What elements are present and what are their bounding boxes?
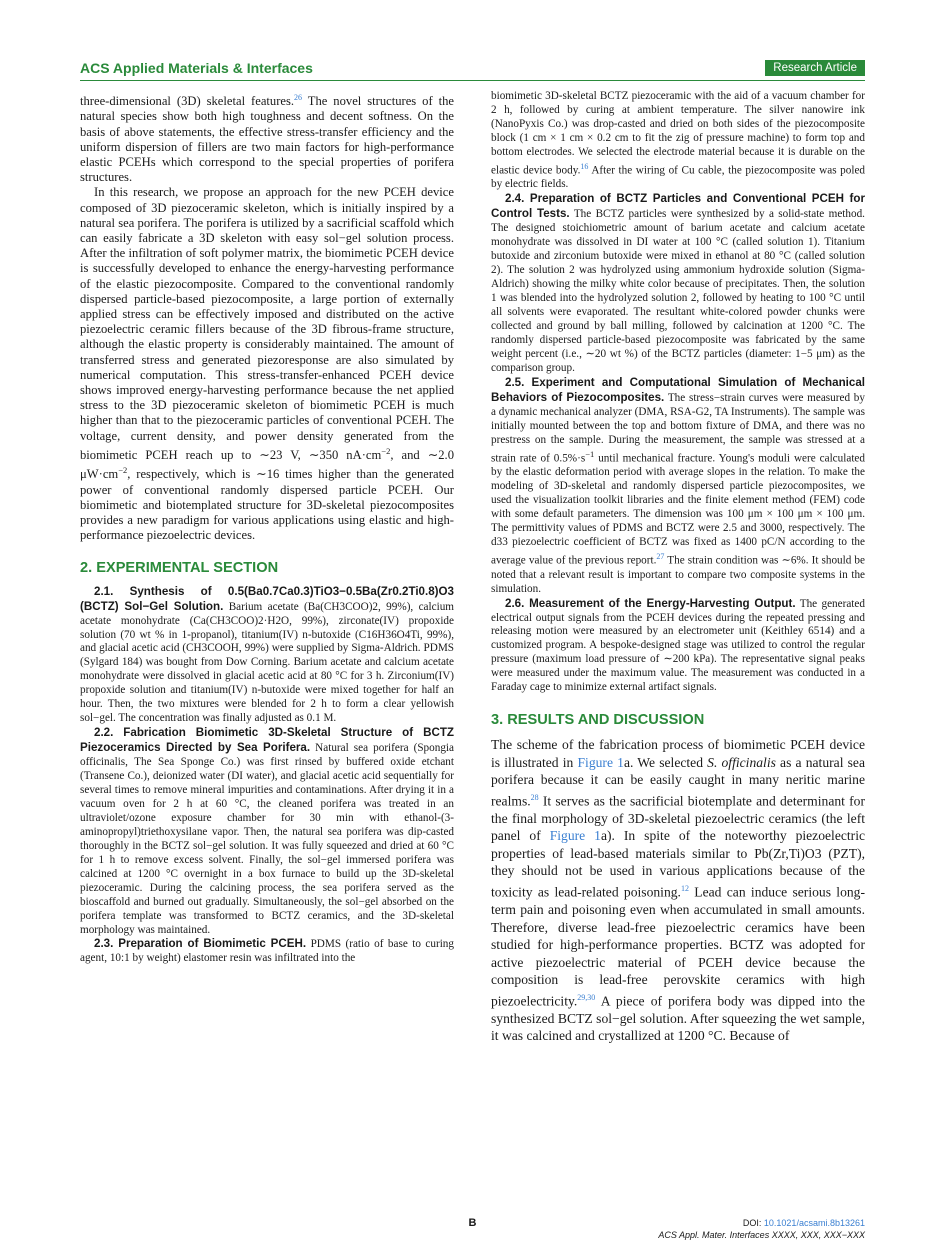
subsection-paragraph: 2.6. Measurement of the Energy-Harvesting Output. The generated electrical output signals from the PCEH devices during the repeated pressing and releasing motion were measured by an electrometer unit (Keithley 6514) and a customized program. A bespoke-designed stage was utilized to control the regular pressure (maximum load pressure of ∼200 kPa). The representative signal peaks were measured under the maximum value. The measurement was conducted in a Faraday cage to minimize external artifact signals. <box>491 596 865 694</box>
paragraph: three-dimensional (3D) skeletal features.$^{26}$ The novel structures of the natural species show both high toughness and decent softness. On the basis of above statements, the effective stress-transfer efficiency and the uniform dispersion of fillers are two main factors for high-performance elastic PCEHs which correspond to the special properties of porifera structures. <box>80 93 454 185</box>
subsection-title: 2.6. Measurement of the Energy-Harvesting Output. <box>505 596 796 610</box>
subsection-paragraph: 2.4. Preparation of BCTZ Particles and Conventional PCEH for Control Tests. The BCTZ particles were synthesized by a solid-state method. The designed stoichiometric amount of barium acetate and calcium acetate monohydrate was dissolved in DI water at 100 °C (called solution 1). Titanium butoxide and zirconium butoxide were mixed in ethanol at 80 °C (called solution 2). The solution 2 was hydrolyzed using ammonium hydroxide solution (Sigma-Aldrich) showing the milky white color because of precipitates. Then, the solution 1 was blended into the hydrolyzed solution 2, followed by heating to 100 °C until all solvents were evaporated. The resultant white-colored powder chunks were collected and ground by ball milling, followed by calcination at 1200 °C. The randomly dispersed particle-based piezocomposite was fabricated by the same weight percent (i.e., ∼20 wt %) of the BCTZ particles (diameter: 1−5 μm) as the comparison group. <box>491 192 865 374</box>
citation-link[interactable]: 16 <box>580 161 589 171</box>
paragraph: The scheme of the fabrication process of biomimetic PCEH device is illustrated in Figure 1a. We selected S. officinalis as a natural sea porifera because it can be easily caught in many neritic marine realms.$^{28}$ It serves as the sacrificial biotemplate and determinant for the final morphology of 3D-skeletal piezoelectric ceramics (the left panel of Figure 1a). In spite of the noteworthy piezoelectric properties of lead-based materials similar to Pb(Zr,Ti)O3 (PZT), they should not be used in various applications because of the toxicity as lead-related poisoning.$^{12}$ Lead can induce serious long-term pain and poisoning even when accumulated in small amounts. Therefore, diverse lead-free piezoelectric ceramics have been studied for high-performance properties. BCTZ was adopted for active piezoelectric material of PCEH device because the composition is lead-free perovskite ceramics with high piezoelectricity.$^{29,30}$ A piece of porifera body was dipped into the synthesized BCTZ sol−gel solution. After squeezing the wet sample, it was calcined and crystallized at 1200 °C. Because of <box>491 737 866 1044</box>
journal-name: ACS Applied Materials & Interfaces <box>80 60 313 76</box>
citation-link[interactable]: 12 <box>680 883 689 893</box>
right-column <box>491 90 865 1045</box>
doi-link[interactable]: 10.1021/acsami.8b13261 <box>763 1218 865 1228</box>
citation-link[interactable]: 27 <box>656 551 665 561</box>
page-number: B <box>468 1217 477 1229</box>
subsection-paragraph: 2.3. Preparation of Biomimetic PCEH. PDMS (ratio of base to curing agent, 10:1 by weight) elastomer resin was infiltrated into the <box>80 937 454 965</box>
citation-link[interactable]: 28 <box>530 792 539 802</box>
footer-citation: DOI: 10.1021/acsami.8b13261 ACS Appl. Mater. Interfaces XXXX, XXX, XXX−XXX <box>658 1218 865 1240</box>
subsection-paragraph: 2.2. Fabrication Biomimetic 3D-Skeletal Structure of BCTZ Piezoceramics Directed by Sea Porifera. Natural sea porifera (Spongia officinalis, The Sea Sponge Co.) was first rinsed by buffered oxide etchant (Transene Co.), deionized water (DI water), and glacial acetic acid sequentially for several times to remove mineral impurities and contaminations. After drying it in a vacuum oven for 2 h at 60 °C, the cleaned porifera was treated in an ultraviolet/ozone exposure chamber for 30 min with ethanol-(3-aminopropyl)triethoxysilane vapor. Then, the natural sea porifera was dip-casted thoroughly in the BCTZ sol−gel solution. It was fully squeezed and dried at 60 °C for 1 h to remove excess solvent. Finally, the sol−gel immersed porifera was calcined at 1200 °C overnight in a box furnace to build up the 3D-skeletal piezoceramic. During the calcining process, the sea porifera served as the bioscaffold and burned out gradually. Simultaneously, the sol−gel absorbed on the porifera template was transformed to BCTZ ceramics, and the 3D-skeletal morphology was maintained. <box>80 726 454 936</box>
paragraph: biomimetic 3D-skeletal BCTZ piezoceramic with the aid of a vacuum chamber for 2 h, followed by curing at ambient temperature. The silver nanowire ink (NanoPyxis Co.) was drop-casted and dried on both sides of the piezocomposite block (1 cm × 1 cm × 0.2 cm to fit the zig of pressure machine) to form top and bottom electrodes. We selected the electrode material because it is durable on the elastic device body.$^{16}$ After the wiring of Cu cable, the piezocomposite was poled by electric fields. <box>491 90 866 191</box>
paragraph: In this research, we propose an approach for the new PCEH device composed of 3D piezoceramic skeleton, which is initially inspired by a natural sea porifera. The porifera is utilized by a sacrificial scaffold which can easily fabricate a 3D skeleton with easy sol−gel solution process. After the infiltration of soft polymer matrix, the biomimetic PCEH device is successfully developed to enhance the energy-harvesting performance of the elastic piezocomposite. Compared to the conventional randomly dispersed particle-based piezocomposite, a large portion of externally applied stress can be effectively imposed and distributed on the active piezoelectric ceramic fillers because of the 3D fibrous-frame structure, although the elastic property is considerably maintained. The amount of transferred stress and generated piezoresponse are also simulated by numerical computation. This stress-transfer-enhanced PCEH device shows improved energy-harvesting performance because the net applied stress to the 3D piezoceramic skeleton of biomimetic PCEH is much higher than that to the piezoceramic particles of conventional PCEH. The voltage, current density, and power density generated from the biomimetic PCEH reach up to ∼23 V, ∼350 $nA\cdot cm^{-2}$, and ∼2.0 $\mu W\cdot cm^{-2}$, respectively, which is ∼16 times higher than the generated power of conventional randomly dispersed particle PCEH. Our biomimetic and biotemplated structure for 3D-skeletal piezocomposites provides a new paradigm for various applications using elastic and high-performance piezoelectric devices. <box>80 185 454 543</box>
running-header <box>80 60 865 81</box>
figure-link[interactable]: Figure 1 <box>549 828 601 844</box>
subsection-title: 2.5. Experiment and Computational Simulation of Mechanical Behaviors of Piezocomposites. <box>491 375 865 404</box>
subsection-title: 2.1. Synthesis of 0.5(Ba0.7Ca0.3)TiO3−0.5Ba(Zr0.2Ti0.8)O3 (BCTZ) Sol−Gel Solution. <box>80 584 454 613</box>
subsection-title: 2.2. Fabrication Biomimetic 3D-Skeletal Structure of BCTZ Piezoceramics Directed by Sea Porifera. <box>80 726 454 755</box>
subsection-title: 2.3. Preparation of Biomimetic PCEH. <box>94 937 307 951</box>
figure-link[interactable]: Figure 1 <box>577 754 624 770</box>
left-column <box>80 90 454 966</box>
section-heading: 2. EXPERIMENTAL SECTION <box>80 560 279 577</box>
subsection-paragraph: 2.5. Experiment and Computational Simulation of Mechanical Behaviors of Piezocomposites. The stress−strain curves were measured by a dynamic mechanical analyzer (DMA, RSA-G2, TA Instruments). The sample was initially mounted between the top and bottom fixture of DMA, and there was no prestress on the sample. During the measurement, the sample was stressed at a strain rate of $0.5\%\cdot s^{-1}$ until mechanical fracture. Young's moduli were calculated by the elastic deformation period with average slopes in the relation. To make the modeling of 3D-skeletal and randomly dispersed particle piezocomposites, we used the visualization toolkit libraries and the finite element method (FEM) code with some default parameters. The dimension was 100 μm × 100 μm × 100 μm. The permittivity values of PDMS and BCTZ were 2.5 and 3000, respectively. The d33 piezoelectric coefficient of BCTZ was fixed as 1400 pC/N according to the average value of the previous report.$^{27}$ The strain condition was ∼6%. It should be noted that a relevant result is important to compare two composite systems in the simulation. <box>491 375 865 595</box>
section-heading: 3. RESULTS AND DISCUSSION <box>491 712 705 729</box>
article-type-badge: Research Article <box>765 60 865 76</box>
citation-link[interactable]: 26 <box>294 93 303 102</box>
citation-link[interactable]: 29,30 <box>577 992 596 1002</box>
subsection-title: 2.4. Preparation of BCTZ Particles and Conventional PCEH for Control Tests. <box>491 192 865 221</box>
subsection-paragraph: 2.1. Synthesis of 0.5(Ba0.7Ca0.3)TiO3−0.5Ba(Zr0.2Ti0.8)O3 (BCTZ) Sol−Gel Solution. Barium acetate (Ba(CH3COO)2, 99%), calcium acetate monohydrate (Ca(CH3COO)2·H2O, 99%), zirconate(IV) propoxide solution (70 wt % in 1-propanol), titanium(IV) n-butoxide (C16H36O4Ti, 99%), and glacial acetic acid (CH3COOH, 99%) were supplied by Sigma-Aldrich. PDMS (Sylgard 184) was bought from Dow Corning. Barium acetate and calcium acetate monohydrate were dissolved in glacial acetic acid at 80 °C for 3 h. Zirconium(IV) propoxide solution and titanium(IV) n-butoxide were mixed together for half an hour. Then, the two mixtures were blended for 2 h to form a clear yellowish sol−gel. The concentration was finally adjusted as 0.1 M. <box>80 584 455 725</box>
